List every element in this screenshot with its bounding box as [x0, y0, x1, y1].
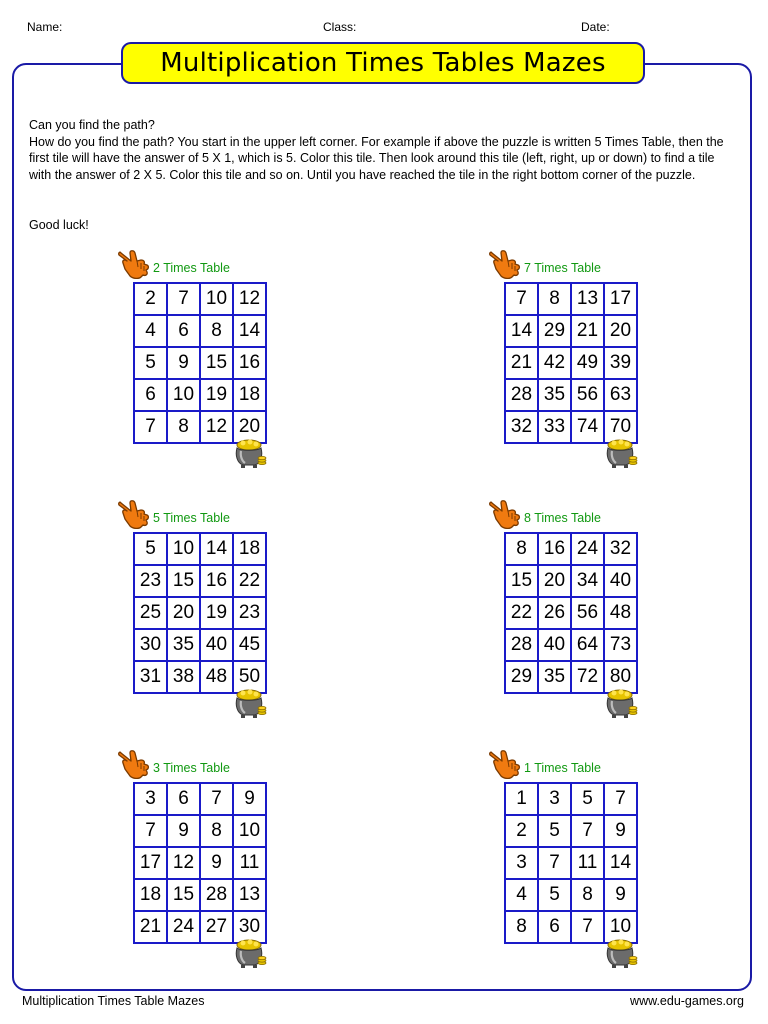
maze-tile[interactable]: 18	[233, 379, 266, 411]
maze-tile[interactable]: 74	[571, 411, 604, 443]
maze-tile[interactable]: 70	[604, 411, 637, 443]
maze-tile[interactable]: 31	[134, 661, 167, 693]
maze-tile[interactable]: 10	[167, 533, 200, 565]
maze-title: 2 Times Table	[153, 261, 230, 275]
maze-tile[interactable]: 23	[134, 565, 167, 597]
date-label: Date:	[581, 20, 610, 34]
maze-tile[interactable]: 29	[538, 315, 571, 347]
maze-tile[interactable]: 48	[604, 597, 637, 629]
pot-of-gold-icon	[604, 437, 638, 469]
maze-row	[505, 347, 637, 379]
maze-row	[505, 565, 637, 597]
pointing-hand-icon	[117, 747, 151, 781]
maze-grid	[504, 782, 638, 944]
maze-tile[interactable]: 14	[200, 533, 233, 565]
maze-tile[interactable]: 10	[233, 815, 266, 847]
maze-tile[interactable]: 80	[604, 661, 637, 693]
maze-title: 1 Times Table	[524, 761, 601, 775]
maze-tile[interactable]: 40	[604, 565, 637, 597]
maze-tile[interactable]: 15	[167, 565, 200, 597]
maze-row	[134, 597, 266, 629]
maze-grid	[133, 782, 267, 944]
maze-tile[interactable]: 21	[134, 911, 167, 943]
maze-tile[interactable]: 7	[505, 283, 538, 315]
maze-tile[interactable]: 50	[233, 661, 266, 693]
maze-tile[interactable]: 56	[571, 597, 604, 629]
maze-tile[interactable]: 9	[233, 783, 266, 815]
maze-row	[505, 847, 637, 879]
maze-row	[134, 283, 266, 315]
maze-tile[interactable]: 33	[538, 411, 571, 443]
maze-tile[interactable]: 24	[571, 533, 604, 565]
maze-6	[504, 761, 684, 991]
maze-tile[interactable]: 7	[134, 815, 167, 847]
maze-tile[interactable]: 49	[571, 347, 604, 379]
maze-tile[interactable]: 15	[167, 879, 200, 911]
maze-2	[504, 261, 684, 491]
maze-tile[interactable]: 7	[200, 783, 233, 815]
maze-row	[134, 847, 266, 879]
maze-tile[interactable]: 72	[571, 661, 604, 693]
pointing-hand-icon	[488, 497, 522, 531]
maze-tile[interactable]: 15	[505, 565, 538, 597]
maze-tile[interactable]: 35	[538, 379, 571, 411]
maze-tile[interactable]: 1	[505, 783, 538, 815]
maze-grid	[133, 282, 267, 444]
maze-tile[interactable]: 10	[167, 379, 200, 411]
maze-tile[interactable]: 40	[538, 629, 571, 661]
maze-tile[interactable]: 8	[200, 815, 233, 847]
maze-tile[interactable]: 25	[134, 597, 167, 629]
maze-row	[134, 783, 266, 815]
instructions-body: How do you find the path? You start in the upper left corner. For example if above the puzzle is written 5 Times Table, then the first tile will have the answer of 5 X 1, which is 5. Color this tile. Then look around this tile (left, right, up or down) to find a tile with the answer of 2 X 5. Color this tile and so on. Until you have reached the tile in the right bottom corner of the puzzle.	[29, 134, 724, 182]
pointing-hand-icon	[488, 747, 522, 781]
maze-tile[interactable]: 10	[604, 911, 637, 943]
name-label: Name:	[27, 20, 63, 34]
maze-tile[interactable]: 29	[505, 661, 538, 693]
maze-tile[interactable]: 5	[538, 815, 571, 847]
maze-5	[133, 761, 313, 991]
maze-tile[interactable]: 2	[505, 815, 538, 847]
maze-tile[interactable]: 5	[571, 783, 604, 815]
maze-tile[interactable]: 17	[604, 283, 637, 315]
good-luck-text: Good luck!	[29, 218, 89, 232]
maze-title: 5 Times Table	[153, 511, 230, 525]
maze-tile[interactable]: 19	[200, 597, 233, 629]
maze-tile[interactable]: 28	[505, 629, 538, 661]
maze-tile[interactable]: 16	[233, 347, 266, 379]
maze-grid	[504, 532, 638, 694]
maze-tile[interactable]: 7	[167, 283, 200, 315]
maze-tile[interactable]: 11	[571, 847, 604, 879]
maze-tile[interactable]: 6	[167, 315, 200, 347]
maze-tile[interactable]: 9	[167, 347, 200, 379]
maze-tile[interactable]: 63	[604, 379, 637, 411]
maze-tile[interactable]: 8	[505, 911, 538, 943]
maze-row	[505, 879, 637, 911]
maze-tile[interactable]: 35	[167, 629, 200, 661]
maze-tile[interactable]: 16	[200, 565, 233, 597]
footer-left: Multiplication Times Table Mazes	[22, 994, 205, 1008]
maze-tile[interactable]: 6	[167, 783, 200, 815]
maze-tile[interactable]: 9	[604, 815, 637, 847]
page-title: Multiplication Times Tables Mazes	[121, 42, 645, 84]
maze-tile[interactable]: 32	[505, 411, 538, 443]
maze-tile[interactable]: 19	[200, 379, 233, 411]
maze-tile[interactable]: 12	[233, 283, 266, 315]
maze-tile[interactable]: 9	[167, 815, 200, 847]
maze-tile[interactable]: 32	[604, 533, 637, 565]
maze-tile[interactable]: 6	[134, 379, 167, 411]
maze-tile[interactable]: 30	[134, 629, 167, 661]
maze-tile[interactable]: 73	[604, 629, 637, 661]
maze-tile[interactable]: 17	[134, 847, 167, 879]
maze-tile[interactable]: 9	[604, 879, 637, 911]
maze-tile[interactable]: 6	[538, 911, 571, 943]
maze-tile[interactable]: 8	[571, 879, 604, 911]
maze-tile[interactable]: 15	[200, 347, 233, 379]
maze-row	[134, 533, 266, 565]
maze-tile[interactable]: 42	[538, 347, 571, 379]
maze-tile[interactable]: 12	[200, 411, 233, 443]
maze-row	[134, 379, 266, 411]
footer-right: www.edu-games.org	[630, 994, 744, 1008]
instructions	[29, 117, 739, 183]
maze-tile[interactable]: 24	[167, 911, 200, 943]
instructions-question: Can you find the path?	[29, 118, 155, 132]
maze-tile[interactable]: 7	[538, 847, 571, 879]
maze-row	[134, 315, 266, 347]
maze-tile[interactable]: 3	[505, 847, 538, 879]
maze-tile[interactable]: 64	[571, 629, 604, 661]
pot-of-gold-icon	[233, 937, 267, 969]
maze-grid	[504, 282, 638, 444]
pot-of-gold-icon	[604, 687, 638, 719]
maze-row	[505, 597, 637, 629]
maze-tile[interactable]: 8	[505, 533, 538, 565]
maze-tile[interactable]: 4	[505, 879, 538, 911]
maze-tile[interactable]: 8	[538, 283, 571, 315]
maze-tile[interactable]: 26	[538, 597, 571, 629]
maze-tile[interactable]: 35	[538, 661, 571, 693]
maze-tile[interactable]: 2	[134, 283, 167, 315]
maze-row	[505, 315, 637, 347]
maze-tile[interactable]: 22	[505, 597, 538, 629]
maze-tile[interactable]: 3	[538, 783, 571, 815]
maze-row	[134, 347, 266, 379]
maze-tile[interactable]: 56	[571, 379, 604, 411]
maze-1	[133, 261, 313, 491]
maze-row	[505, 379, 637, 411]
maze-tile[interactable]: 13	[571, 283, 604, 315]
maze-tile[interactable]: 7	[571, 815, 604, 847]
maze-tile[interactable]: 7	[571, 911, 604, 943]
maze-tile[interactable]: 18	[134, 879, 167, 911]
maze-tile[interactable]: 5	[134, 347, 167, 379]
maze-row	[134, 565, 266, 597]
maze-tile[interactable]: 34	[571, 565, 604, 597]
maze-row	[505, 283, 637, 315]
maze-tile[interactable]: 3	[134, 783, 167, 815]
maze-tile[interactable]: 28	[505, 379, 538, 411]
maze-tile[interactable]: 22	[233, 565, 266, 597]
maze-tile[interactable]: 14	[233, 315, 266, 347]
maze-row	[134, 879, 266, 911]
pot-of-gold-icon	[233, 437, 267, 469]
maze-tile[interactable]: 7	[604, 783, 637, 815]
maze-title: 8 Times Table	[524, 511, 601, 525]
maze-tile[interactable]: 5	[134, 533, 167, 565]
maze-tile[interactable]: 14	[604, 847, 637, 879]
maze-row	[505, 629, 637, 661]
maze-tile[interactable]: 7	[134, 411, 167, 443]
maze-tile[interactable]: 10	[200, 283, 233, 315]
maze-tile[interactable]: 16	[538, 533, 571, 565]
maze-tile[interactable]: 28	[200, 879, 233, 911]
maze-tile[interactable]: 45	[233, 629, 266, 661]
maze-row	[505, 783, 637, 815]
maze-tile[interactable]: 5	[538, 879, 571, 911]
maze-title: 7 Times Table	[524, 261, 601, 275]
pot-of-gold-icon	[233, 687, 267, 719]
maze-grid	[133, 532, 267, 694]
maze-row	[505, 815, 637, 847]
maze-row	[134, 629, 266, 661]
class-label: Class:	[323, 20, 357, 34]
maze-tile[interactable]: 9	[200, 847, 233, 879]
maze-tile[interactable]: 23	[233, 597, 266, 629]
maze-tile[interactable]: 21	[571, 315, 604, 347]
maze-tile[interactable]: 11	[233, 847, 266, 879]
pointing-hand-icon	[488, 247, 522, 281]
maze-tile[interactable]: 20	[233, 411, 266, 443]
maze-tile[interactable]: 20	[604, 315, 637, 347]
maze-row	[134, 815, 266, 847]
maze-tile[interactable]: 12	[167, 847, 200, 879]
maze-tile[interactable]: 27	[200, 911, 233, 943]
maze-tile[interactable]: 30	[233, 911, 266, 943]
pot-of-gold-icon	[604, 937, 638, 969]
maze-tile[interactable]: 14	[505, 315, 538, 347]
maze-tile[interactable]: 18	[233, 533, 266, 565]
maze-tile[interactable]: 20	[538, 565, 571, 597]
maze-tile[interactable]: 8	[167, 411, 200, 443]
pointing-hand-icon	[117, 497, 151, 531]
maze-tile[interactable]: 40	[200, 629, 233, 661]
maze-tile[interactable]: 4	[134, 315, 167, 347]
maze-tile[interactable]: 38	[167, 661, 200, 693]
maze-tile[interactable]: 21	[505, 347, 538, 379]
maze-tile[interactable]: 39	[604, 347, 637, 379]
maze-3	[133, 511, 313, 741]
maze-4	[504, 511, 684, 741]
maze-tile[interactable]: 8	[200, 315, 233, 347]
maze-tile[interactable]: 13	[233, 879, 266, 911]
maze-tile[interactable]: 20	[167, 597, 200, 629]
maze-title: 3 Times Table	[153, 761, 230, 775]
pointing-hand-icon	[117, 247, 151, 281]
maze-tile[interactable]: 48	[200, 661, 233, 693]
maze-row	[505, 533, 637, 565]
